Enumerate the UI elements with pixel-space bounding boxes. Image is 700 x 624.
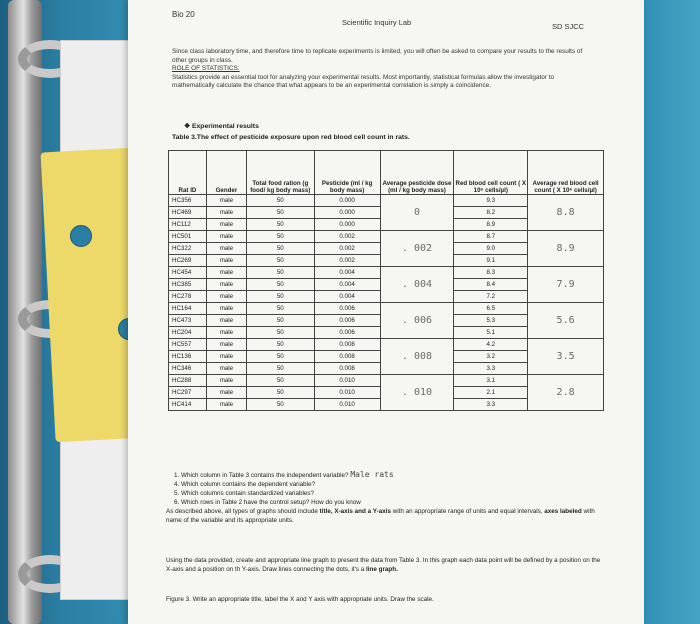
- table-cell: 3.3: [454, 399, 528, 411]
- lab-title: Scientific Inquiry Lab: [342, 18, 412, 27]
- table-cell: 0.006: [314, 315, 380, 327]
- table-cell: HC385: [169, 279, 207, 291]
- table-cell: 8.3: [454, 267, 528, 279]
- table-row: [169, 375, 604, 387]
- handwritten-average-rbc: 3.5: [528, 339, 604, 375]
- table-cell: male: [206, 291, 246, 303]
- table-row: [169, 267, 604, 279]
- table-cell: 0.006: [314, 303, 380, 315]
- table-cell: 8.9: [454, 219, 528, 231]
- table-cell: 0.004: [314, 291, 380, 303]
- table-cell: male: [206, 255, 246, 267]
- table-cell: 0.002: [314, 231, 380, 243]
- table-cell: 6.5: [454, 303, 528, 315]
- table-cell: HC469: [169, 207, 207, 219]
- table-cell: 50: [246, 375, 314, 387]
- table-cell: 50: [246, 399, 314, 411]
- worksheet-page: [128, 0, 644, 624]
- table-cell: male: [206, 339, 246, 351]
- table-cell: 50: [246, 363, 314, 375]
- table-cell: HC278: [169, 291, 207, 303]
- table-caption: Table 3.The effect of pesticide exposure upon red blood cell count in rats.: [172, 134, 410, 141]
- table-cell: 50: [246, 279, 314, 291]
- handwritten-average-rbc: 7.9: [528, 267, 604, 303]
- table-cell: 50: [246, 231, 314, 243]
- table-cell: 50: [246, 339, 314, 351]
- table-cell: 50: [246, 243, 314, 255]
- table-cell: 8.7: [454, 231, 528, 243]
- question-1: 1. Which column in Table 3 contains the independent variable? Male rats: [174, 470, 394, 479]
- table-cell: 50: [246, 207, 314, 219]
- table-cell: HC454: [169, 267, 207, 279]
- graph-instructions: Using the data provided, create and appropriate line graph to present the data from Table 3. In this graph each data point will be defined by a position on the X-axis and a position on th Y-axis. Draw lines connecting the dots, it's a line graph.: [166, 557, 601, 573]
- table-cell: male: [206, 327, 246, 339]
- table-cell: 8.2: [454, 207, 528, 219]
- handwritten-average-dose: . 004: [380, 267, 454, 303]
- handwritten-average-dose: . 010: [380, 375, 454, 411]
- table-cell: HC414: [169, 399, 207, 411]
- intro-text: Since class laboratory time, and therefore time to replicate experiments is limited, you will often be asked to compare your results to the results of other groups in class.: [172, 48, 583, 64]
- handwritten-average-rbc: 8.9: [528, 231, 604, 267]
- question-6: 6. Which rows in Table 2 have the control setup? How do you know: [174, 499, 361, 506]
- table-header-row: [169, 151, 604, 195]
- handwritten-average-rbc: 8.8: [528, 195, 604, 231]
- table-cell: 3.3: [454, 363, 528, 375]
- table-cell: male: [206, 363, 246, 375]
- col-header: Gender: [206, 151, 246, 195]
- table-cell: 0.008: [314, 339, 380, 351]
- question-5: 5. Which columns contain standardized variables?: [174, 490, 315, 497]
- col-header: Average red blood cell count ( X 10⁶ cells/µl): [528, 151, 604, 195]
- table-cell: HC356: [169, 195, 207, 207]
- col-header: Pesticide (ml / kg body mass): [314, 151, 380, 195]
- handwritten-average-dose: . 008: [380, 339, 454, 375]
- table-cell: 0.010: [314, 387, 380, 399]
- table-cell: 4.2: [454, 339, 528, 351]
- table-cell: 50: [246, 291, 314, 303]
- table-cell: 0.006: [314, 327, 380, 339]
- col-header: Red blood cell count ( X 10⁶ cells/µl): [454, 151, 528, 195]
- figure-instruction: Figure 3. Write an appropriate title, label the X and Y axis with appropriate units. Draw the scale.: [166, 596, 434, 603]
- table-cell: male: [206, 219, 246, 231]
- table-cell: male: [206, 267, 246, 279]
- table-cell: 50: [246, 195, 314, 207]
- table-cell: HC136: [169, 351, 207, 363]
- table-cell: 0.004: [314, 279, 380, 291]
- table-cell: male: [206, 315, 246, 327]
- table-cell: 0.010: [314, 399, 380, 411]
- table-row: [169, 303, 604, 315]
- table-cell: 50: [246, 267, 314, 279]
- table-cell: HC288: [169, 375, 207, 387]
- table-cell: HC112: [169, 219, 207, 231]
- handwritten-answer: Male rats: [350, 470, 394, 479]
- table-row: [169, 339, 604, 351]
- table-cell: male: [206, 243, 246, 255]
- table-cell: 50: [246, 387, 314, 399]
- table-cell: 3.1: [454, 375, 528, 387]
- table-cell: male: [206, 207, 246, 219]
- punch-hole: [70, 225, 92, 247]
- table-cell: male: [206, 375, 246, 387]
- table-cell: HC346: [169, 363, 207, 375]
- table-cell: 8.4: [454, 279, 528, 291]
- table-cell: HC557: [169, 339, 207, 351]
- table-cell: HC204: [169, 327, 207, 339]
- table-cell: 0.008: [314, 351, 380, 363]
- school-label: SD SJCC: [552, 22, 585, 31]
- handwritten-average-rbc: 5.6: [528, 303, 604, 339]
- table-cell: 50: [246, 351, 314, 363]
- table-cell: male: [206, 231, 246, 243]
- table-cell: 50: [246, 255, 314, 267]
- table-cell: 0.000: [314, 195, 380, 207]
- handwritten-average-dose: 0: [380, 195, 454, 231]
- table-cell: 0.000: [314, 207, 380, 219]
- table-cell: male: [206, 399, 246, 411]
- handwritten-average-rbc: 2.8: [528, 375, 604, 411]
- col-header: Rat ID: [169, 151, 207, 195]
- table-cell: 0.002: [314, 255, 380, 267]
- intro-block: [172, 48, 592, 91]
- col-header: Average pesticide dose (ml / kg body mass): [380, 151, 454, 195]
- role-heading: ROLE OF STATISTICS:: [172, 65, 240, 73]
- table-cell: HC501: [169, 231, 207, 243]
- handwritten-average-dose: . 006: [380, 303, 454, 339]
- table-cell: male: [206, 303, 246, 315]
- question-4: 4. Which column contains the dependent variable?: [174, 481, 316, 488]
- table-cell: 0.002: [314, 243, 380, 255]
- questions-block: [166, 470, 606, 525]
- table-cell: 2.1: [454, 387, 528, 399]
- diamond-bullet-icon: ❖: [184, 123, 191, 130]
- table-cell: HC269: [169, 255, 207, 267]
- table-row: [169, 195, 604, 207]
- table-cell: 50: [246, 219, 314, 231]
- table-cell: 50: [246, 303, 314, 315]
- table-cell: HC473: [169, 315, 207, 327]
- table-cell: HC297: [169, 387, 207, 399]
- table-row: [169, 231, 604, 243]
- table-cell: HC322: [169, 243, 207, 255]
- table-cell: 0.008: [314, 363, 380, 375]
- table-cell: 9.3: [454, 195, 528, 207]
- table-cell: male: [206, 387, 246, 399]
- table-cell: 0.010: [314, 375, 380, 387]
- course-label: Bio 20: [172, 10, 195, 19]
- table-cell: male: [206, 195, 246, 207]
- handwritten-average-dose: . 002: [380, 231, 454, 267]
- table-cell: 5.1: [454, 327, 528, 339]
- table-cell: 0.000: [314, 219, 380, 231]
- table-cell: 7.2: [454, 291, 528, 303]
- table-cell: 9.0: [454, 243, 528, 255]
- table-cell: 50: [246, 327, 314, 339]
- table-cell: 5.3: [454, 315, 528, 327]
- table-cell: male: [206, 351, 246, 363]
- data-table: [168, 150, 604, 411]
- graph-note: As described above, all types of graphs should include title, X-axis and a Y-axis with an appropriate range of units and equal intervals, axes labeled with name of the variable and its appropriate units.: [166, 508, 595, 524]
- table-cell: 3.2: [454, 351, 528, 363]
- section-heading: ❖ Experimental results: [184, 123, 259, 130]
- table-cell: 9.1: [454, 255, 528, 267]
- table-cell: HC164: [169, 303, 207, 315]
- table-cell: male: [206, 279, 246, 291]
- col-header: Total food ration (g food/ kg body mass): [246, 151, 314, 195]
- table-cell: 0.004: [314, 267, 380, 279]
- stats-text: Statistics provide an essential tool for analyzing your experimental results. Most importantly, statistical formulas allow the investigator to mathematically calculate the chance that what appears to be an experimental correlation is simply a coincidence.: [172, 73, 555, 90]
- table-cell: 50: [246, 315, 314, 327]
